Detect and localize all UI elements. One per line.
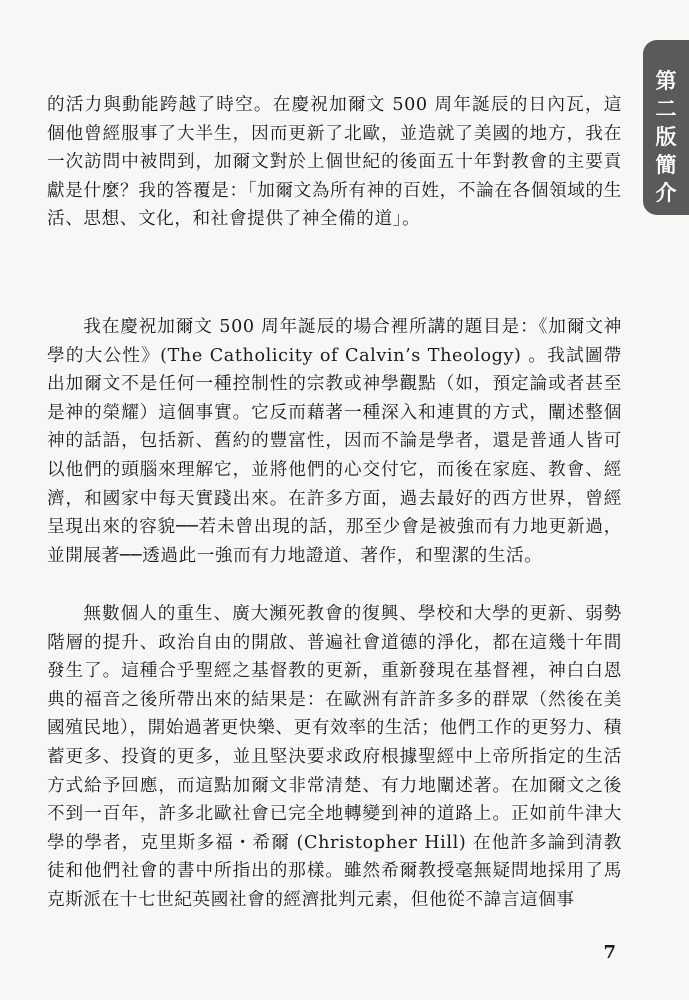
side-tab-char: 簡 bbox=[655, 153, 677, 177]
paragraph-text: 我在慶祝加爾文 500 周年誕辰的場合裡所講的題目是：《加爾文神學的大公性》(The Catholicity of Calvin’s Theology) 。我試圖帶出加爾文不是任何一種控制性的宗教或神學觀點（如，預定論或者甚至是神的榮耀）這個事實。它反而藉著一種深入和連貫的方式，闡述整個神的話語，包括新、舊約的豐富性，因而不論是學者，還是普通人皆可以他們的頭腦來理解它，並將他們的心交付它，而後在家庭、教會、經濟，和國家中每天實踐出來。在許多方面，過去最好的西方世界，曾經呈現出來的容貌──若未曾出現的話，那至少會是被強而有力地更新過，並開展著──透過此一強而有力地證道、著作，和聖潔的生活。 bbox=[47, 317, 622, 566]
page-number: 7 bbox=[603, 942, 616, 963]
paragraph-text: 的活力與動能跨越了時空。在慶祝加爾文 500 周年誕辰的日內瓦，這個他曾經服事了大半生，因而更新了北歐，並造就了美國的地方，我在一次訪問中被問到，加爾文對於上個世紀的後面五十年對教會的主要貢獻是什麼？我的答覆是：「加爾文為所有神的百姓，不論在各個領域的生活、思想、文化，和社會提供了神全備的道」。 bbox=[47, 95, 622, 230]
body-paragraph-1 bbox=[47, 91, 622, 234]
chapter-side-tab bbox=[643, 40, 689, 215]
top-edge-mark bbox=[639, 0, 675, 14]
side-tab-char: 第 bbox=[655, 69, 677, 93]
side-tab-char: 二 bbox=[655, 97, 677, 121]
body-paragraph-2 bbox=[47, 313, 622, 570]
body-paragraph-3 bbox=[47, 600, 622, 915]
side-tab-char: 介 bbox=[655, 181, 677, 205]
paragraph-text: 無數個人的重生、廣大瀕死教會的復興、學校和大學的更新、弱勢階層的提升、政治自由的開啟、普遍社會道德的淨化，都在這幾十年間發生了。這種合乎聖經之基督教的更新，重新發現在基督裡，神白白恩典的福音之後所帶出來的結果是：在歐洲有許許多多的群眾（然後在美國殖民地），開始過著更快樂、更有效率的生活；他們工作的更努力、積蓄更多、投資的更多，並且堅決要求政府根據聖經中上帝所指定的生活方式給予回應，而這點加爾文非常清楚、有力地闡述著。在加爾文之後不到一百年，許多北歐社會已完全地轉變到神的道路上。正如前牛津大學的學者，克里斯多福・希爾 (Christopher Hill) 在他許多論到清教徒和他們社會的書中所指出的那樣。雖然希爾教授毫無疑問地採用了馬克斯派在十七世紀英國社會的經濟批判元素，但他從不諱言這個事 bbox=[47, 604, 622, 910]
side-tab-char: 版 bbox=[655, 125, 677, 149]
